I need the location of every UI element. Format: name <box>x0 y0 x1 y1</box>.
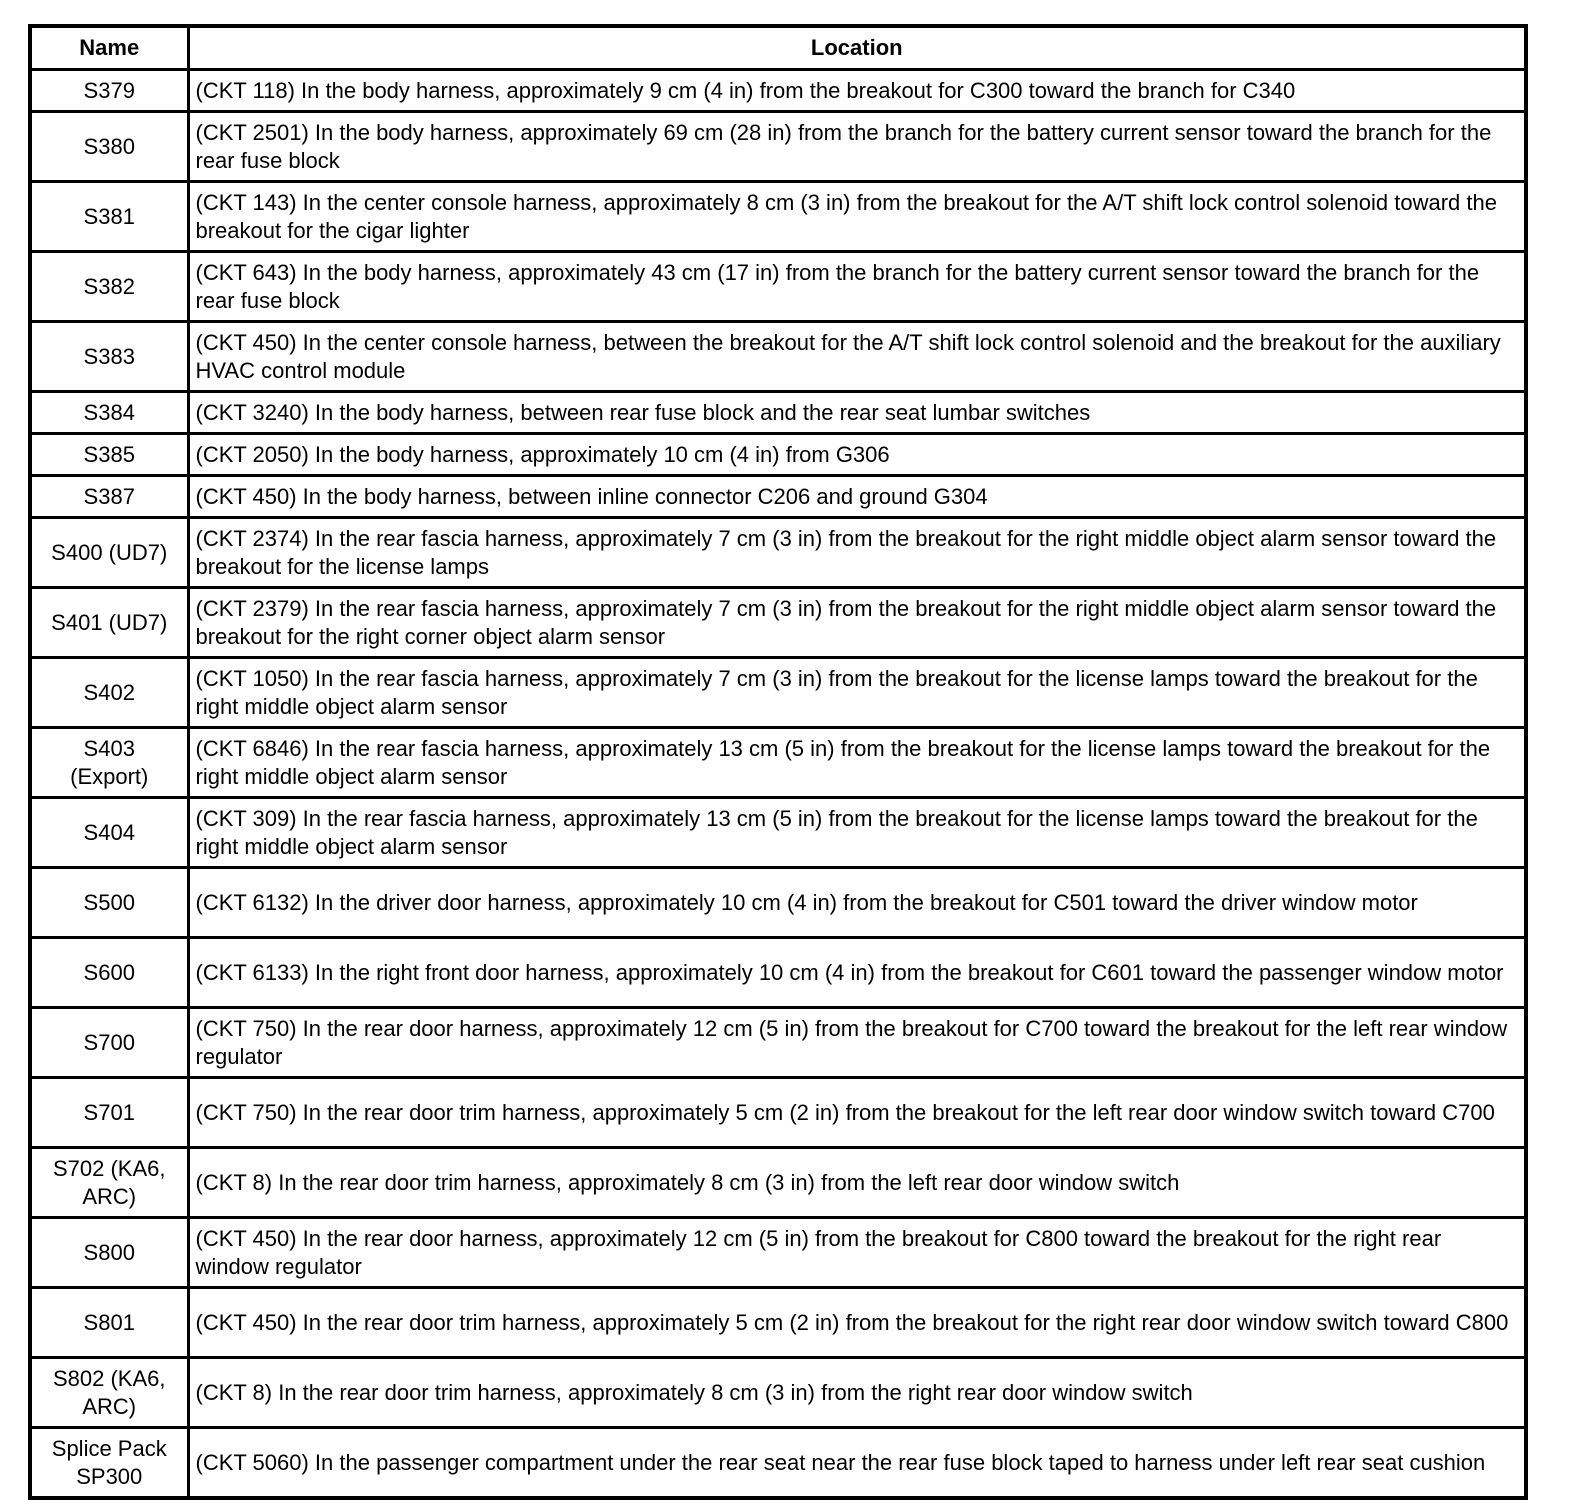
splice-location: (CKT 5060) In the passenger compartment under the rear seat near the rear fuse block taped to harness under left rear seat cushion <box>188 1428 1526 1499</box>
table-row <box>30 588 1526 658</box>
splice-name: S383 <box>30 322 188 392</box>
splice-location: (CKT 3240) In the body harness, between rear fuse block and the rear seat lumbar switches <box>188 392 1526 434</box>
splice-location: (CKT 1050) In the rear fascia harness, approximately 7 cm (3 in) from the breakout for the license lamps toward the breakout for the right middle object alarm sensor <box>188 658 1526 728</box>
table-row <box>30 938 1526 1008</box>
table-row <box>30 1358 1526 1428</box>
table-row <box>30 518 1526 588</box>
splice-location: (CKT 6132) In the driver door harness, approximately 10 cm (4 in) from the breakout for C501 toward the driver window motor <box>188 868 1526 938</box>
splice-name: S381 <box>30 182 188 252</box>
splice-name: S701 <box>30 1078 188 1148</box>
splice-name: S802 (KA6, ARC) <box>30 1358 188 1428</box>
table-row <box>30 868 1526 938</box>
splice-location: (CKT 6133) In the right front door harness, approximately 10 cm (4 in) from the breakout for C601 toward the passenger window motor <box>188 938 1526 1008</box>
splice-name: S382 <box>30 252 188 322</box>
splice-location: (CKT 2379) In the rear fascia harness, approximately 7 cm (3 in) from the breakout for the right middle object alarm sensor toward the breakout for the right corner object alarm sensor <box>188 588 1526 658</box>
splice-name: S380 <box>30 112 188 182</box>
splice-location: (CKT 450) In the rear door harness, approximately 12 cm (5 in) from the breakout for C800 toward the breakout for the right rear window regulator <box>188 1218 1526 1288</box>
splice-location: (CKT 2374) In the rear fascia harness, approximately 7 cm (3 in) from the breakout for the right middle object alarm sensor toward the breakout for the license lamps <box>188 518 1526 588</box>
splice-location: (CKT 8) In the rear door trim harness, approximately 8 cm (3 in) from the right rear door window switch <box>188 1358 1526 1428</box>
table-row <box>30 434 1526 476</box>
splice-location: (CKT 450) In the body harness, between inline connector C206 and ground G304 <box>188 476 1526 518</box>
splice-location: (CKT 6846) In the rear fascia harness, approximately 13 cm (5 in) from the breakout for the license lamps toward the breakout for the right middle object alarm sensor <box>188 728 1526 798</box>
table-row <box>30 1148 1526 1218</box>
splice-location: (CKT 450) In the rear door trim harness, approximately 5 cm (2 in) from the breakout for the right rear door window switch toward C800 <box>188 1288 1526 1358</box>
splice-name: S600 <box>30 938 188 1008</box>
table-row <box>30 658 1526 728</box>
table-row <box>30 252 1526 322</box>
table-row <box>30 1428 1526 1499</box>
table-row <box>30 322 1526 392</box>
splice-name: S379 <box>30 70 188 112</box>
header-name: Name <box>30 26 188 70</box>
splice-name: S801 <box>30 1288 188 1358</box>
splice-location: (CKT 750) In the rear door harness, approximately 12 cm (5 in) from the breakout for C700 toward the breakout for the left rear window regulator <box>188 1008 1526 1078</box>
splice-location: (CKT 750) In the rear door trim harness, approximately 5 cm (2 in) from the breakout for the left rear door window switch toward C700 <box>188 1078 1526 1148</box>
splice-location: (CKT 2050) In the body harness, approximately 10 cm (4 in) from G306 <box>188 434 1526 476</box>
table-row <box>30 392 1526 434</box>
table-row <box>30 798 1526 868</box>
splice-name: S402 <box>30 658 188 728</box>
table-row <box>30 112 1526 182</box>
splice-location: (CKT 2501) In the body harness, approximately 69 cm (28 in) from the branch for the battery current sensor toward the branch for the rear fuse block <box>188 112 1526 182</box>
splice-location: (CKT 643) In the body harness, approximately 43 cm (17 in) from the branch for the battery current sensor toward the branch for the rear fuse block <box>188 252 1526 322</box>
splice-name: S403 (Export) <box>30 728 188 798</box>
table-row <box>30 1008 1526 1078</box>
header-row <box>30 26 1526 70</box>
splice-name: S385 <box>30 434 188 476</box>
splice-name: S384 <box>30 392 188 434</box>
splice-name: Splice Pack SP300 <box>30 1428 188 1499</box>
table-row <box>30 70 1526 112</box>
splice-name: S500 <box>30 868 188 938</box>
splice-name: S404 <box>30 798 188 868</box>
table-row <box>30 1288 1526 1358</box>
splice-name: S702 (KA6, ARC) <box>30 1148 188 1218</box>
table-row <box>30 728 1526 798</box>
splice-location: (CKT 118) In the body harness, approximately 9 cm (4 in) from the breakout for C300 toward the branch for C340 <box>188 70 1526 112</box>
header-location: Location <box>188 26 1526 70</box>
splice-location: (CKT 143) In the center console harness, approximately 8 cm (3 in) from the breakout for the A/T shift lock control solenoid toward the breakout for the cigar lighter <box>188 182 1526 252</box>
splice-location: (CKT 8) In the rear door trim harness, approximately 8 cm (3 in) from the left rear door window switch <box>188 1148 1526 1218</box>
table-row <box>30 1218 1526 1288</box>
splice-name: S387 <box>30 476 188 518</box>
table-row <box>30 182 1526 252</box>
splice-name: S700 <box>30 1008 188 1078</box>
table-row <box>30 476 1526 518</box>
splice-location: (CKT 450) In the center console harness, between the breakout for the A/T shift lock control solenoid and the breakout for the auxiliary HVAC control module <box>188 322 1526 392</box>
splice-name: S800 <box>30 1218 188 1288</box>
splice-location-table <box>28 24 1528 1500</box>
splice-name: S401 (UD7) <box>30 588 188 658</box>
splice-name: S400 (UD7) <box>30 518 188 588</box>
table-row <box>30 1078 1526 1148</box>
splice-location: (CKT 309) In the rear fascia harness, approximately 13 cm (5 in) from the breakout for the license lamps toward the breakout for the right middle object alarm sensor <box>188 798 1526 868</box>
